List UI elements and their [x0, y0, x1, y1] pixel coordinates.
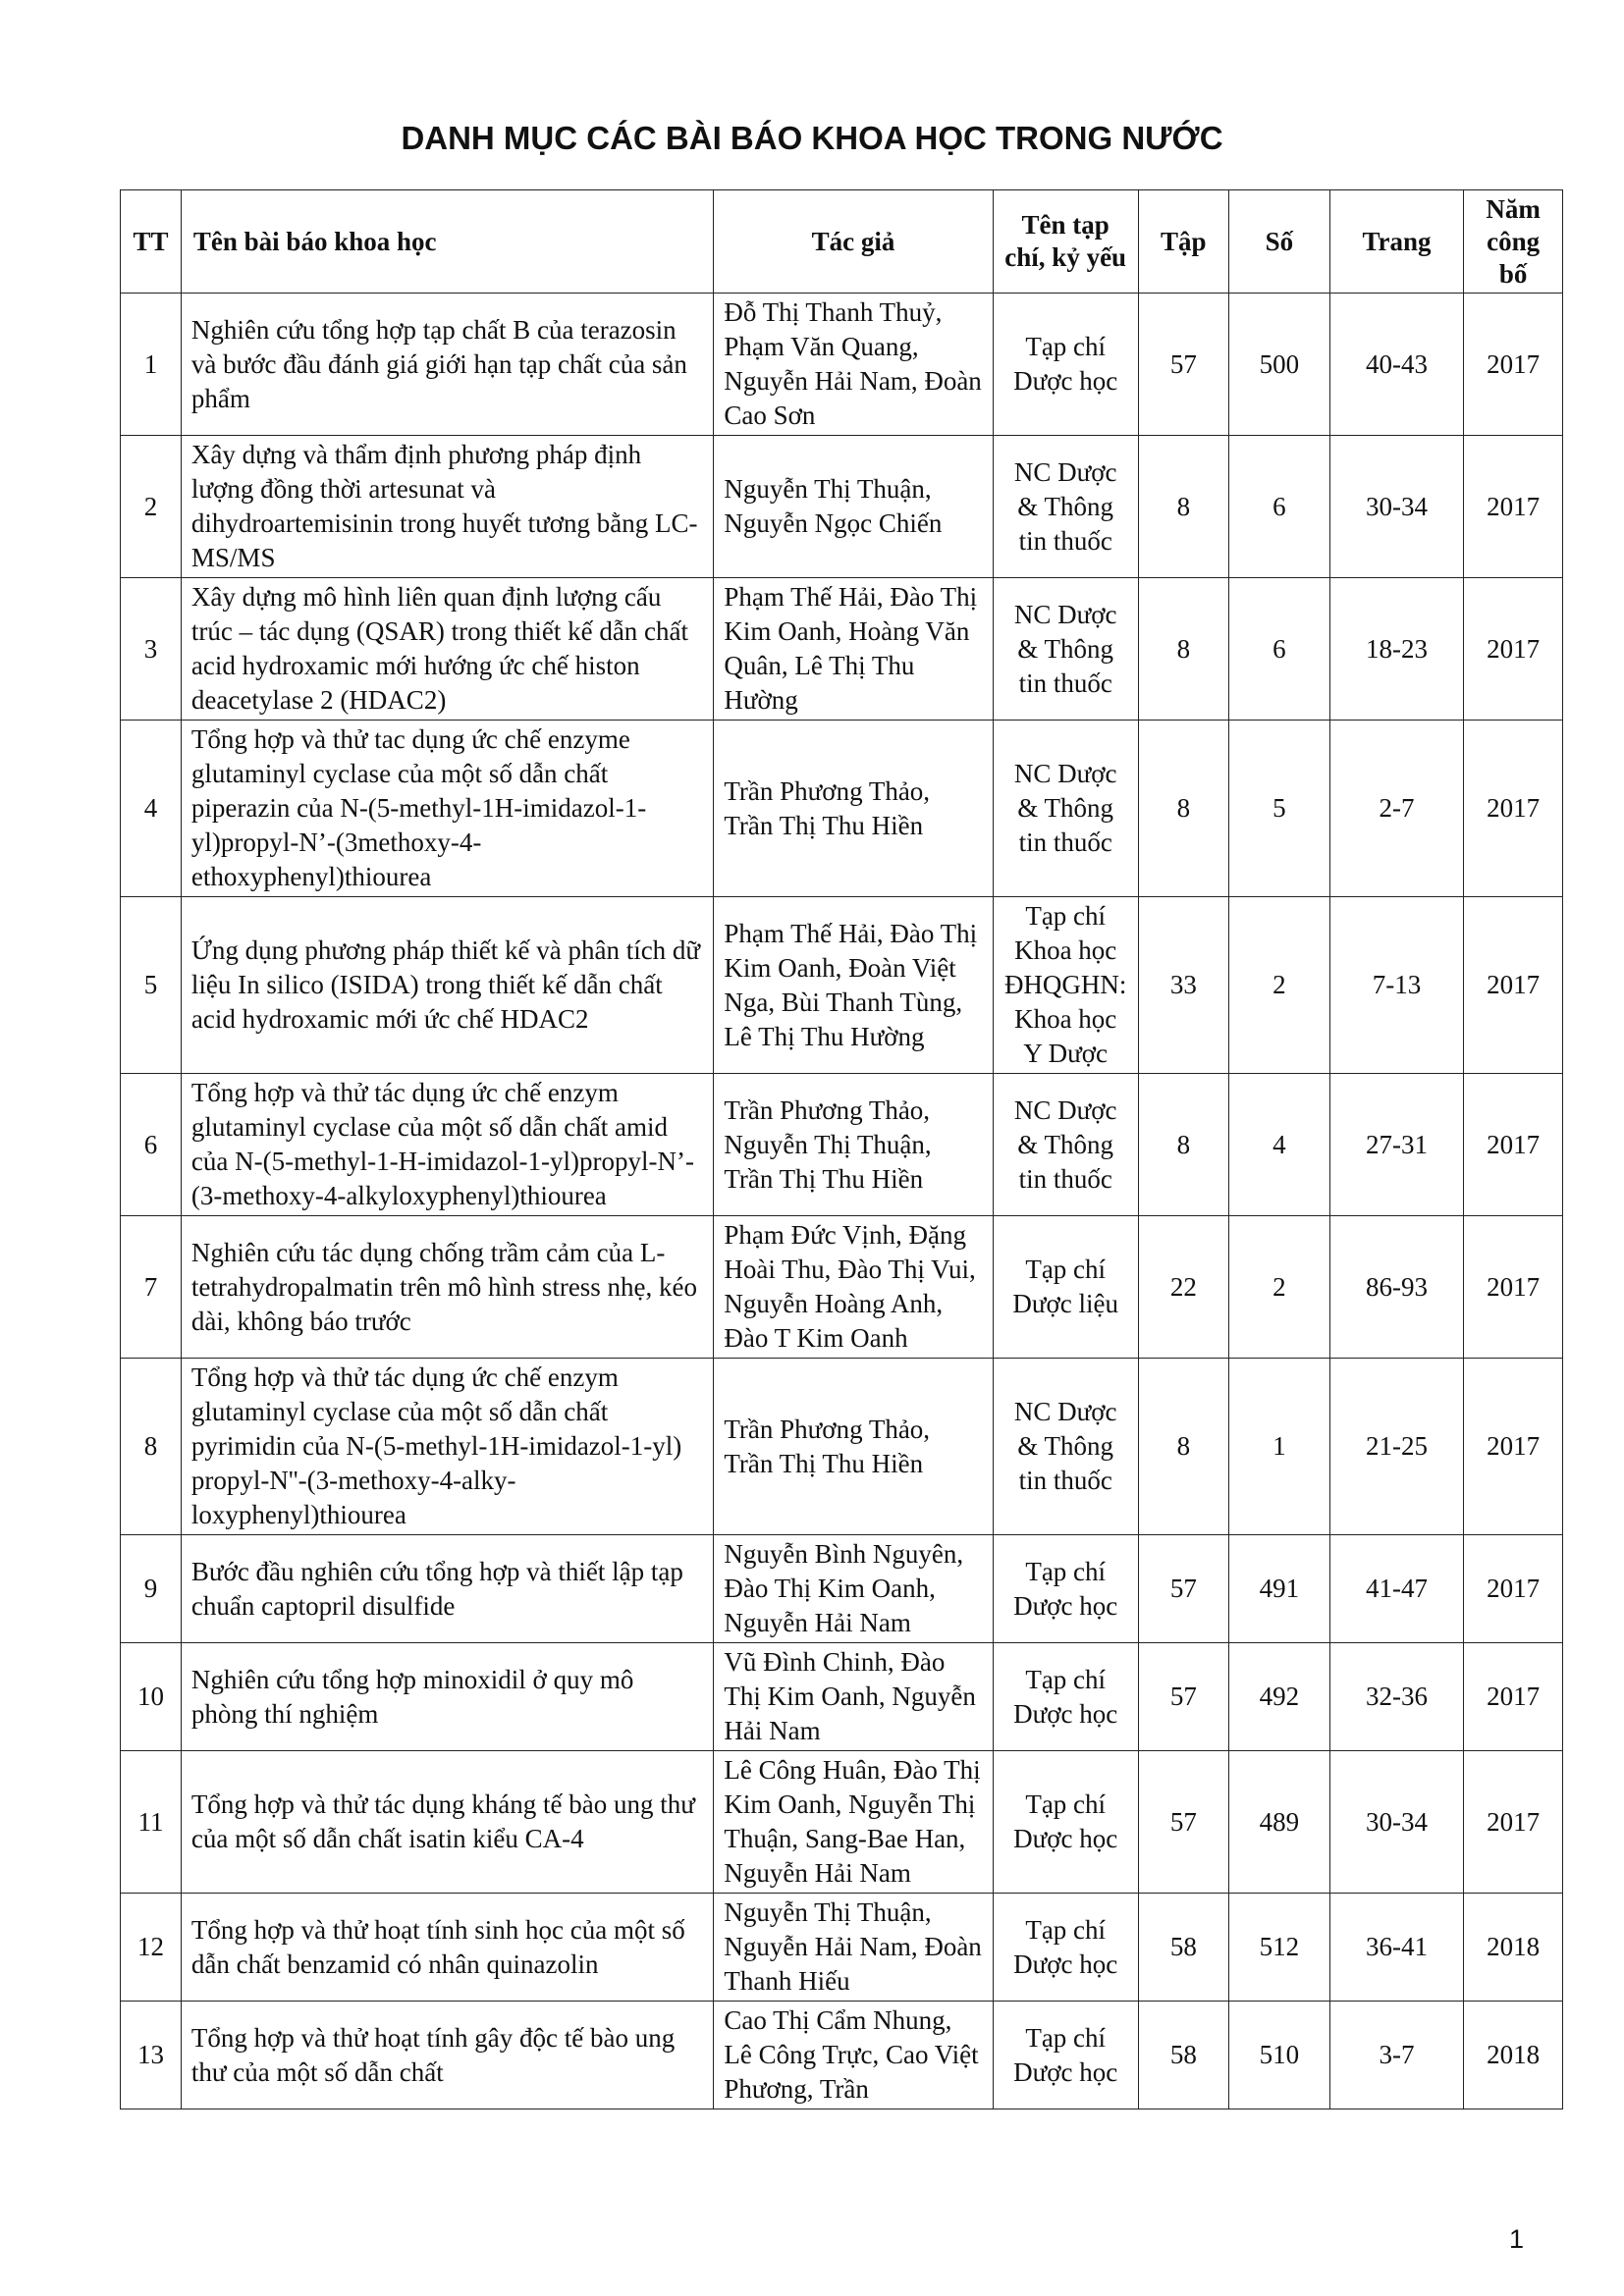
cell-authors: Phạm Thế Hải, Đào Thị Kim Oanh, Hoàng Văn Quân, Lê Thị Thu Hường [714, 578, 993, 721]
table-row [121, 1359, 1563, 1535]
cell-issue: 491 [1228, 1535, 1329, 1643]
cell-authors: Nguyễn Bình Nguyên, Đào Thị Kim Oanh, Nguyễn Hải Nam [714, 1535, 993, 1643]
cell-journal: Tạp chí Dược liệu [993, 1216, 1138, 1359]
cell-authors: Nguyễn Thị Thuận, Nguyễn Ngọc Chiến [714, 436, 993, 578]
cell-issue: 2 [1228, 897, 1329, 1074]
cell-issue: 6 [1228, 578, 1329, 721]
cell-issue: 4 [1228, 1074, 1329, 1216]
cell-authors: Trần Phương Thảo, Trần Thị Thu Hiền [714, 1359, 993, 1535]
table-row [121, 1894, 1563, 2002]
cell-issue: 500 [1228, 294, 1329, 436]
table-header-row [121, 190, 1563, 294]
cell-volume: 57 [1138, 1535, 1228, 1643]
cell-title: Tổng hợp và thử hoạt tính sinh học của một số dẫn chất benzamid có nhân quinazolin [181, 1894, 713, 2002]
table-row [121, 1535, 1563, 1643]
cell-tt: 1 [121, 294, 182, 436]
cell-volume: 57 [1138, 1643, 1228, 1751]
cell-pages: 27-31 [1329, 1074, 1463, 1216]
cell-volume: 8 [1138, 578, 1228, 721]
cell-year: 2017 [1464, 721, 1563, 897]
cell-year: 2017 [1464, 897, 1563, 1074]
cell-year: 2018 [1464, 2002, 1563, 2109]
cell-journal: NC Dược & Thông tin thuốc [993, 578, 1138, 721]
cell-issue: 492 [1228, 1643, 1329, 1751]
table-row [121, 1643, 1563, 1751]
publications-table [120, 189, 1563, 2109]
cell-title: Nghiên cứu tổng hợp tạp chất B của terazosin và bước đầu đánh giá giới hạn tạp chất của sản phẩm [181, 294, 713, 436]
cell-issue: 489 [1228, 1751, 1329, 1894]
cell-year: 2017 [1464, 436, 1563, 578]
table-row [121, 2002, 1563, 2109]
cell-pages: 30-34 [1329, 436, 1463, 578]
cell-tt: 4 [121, 721, 182, 897]
table-row [121, 1216, 1563, 1359]
cell-title: Bước đầu nghiên cứu tổng hợp và thiết lập tạp chuẩn captopril disulfide [181, 1535, 713, 1643]
cell-pages: 18-23 [1329, 578, 1463, 721]
cell-title: Tổng hợp và thử tác dụng kháng tế bào ung thư của một số dẫn chất isatin kiểu CA-4 [181, 1751, 713, 1894]
cell-tt: 8 [121, 1359, 182, 1535]
cell-authors: Phạm Thế Hải, Đào Thị Kim Oanh, Đoàn Việt Nga, Bùi Thanh Tùng, Lê Thị Thu Hường [714, 897, 993, 1074]
page-number: 1 [1508, 2224, 1524, 2254]
cell-authors: Lê Công Huân, Đào Thị Kim Oanh, Nguyễn Thị Thuận, Sang-Bae Han, Nguyễn Hải Nam [714, 1751, 993, 1894]
header-journal: Tên tạp chí, kỷ yếu [993, 190, 1138, 294]
cell-year: 2017 [1464, 294, 1563, 436]
cell-tt: 10 [121, 1643, 182, 1751]
cell-journal: Tạp chí Dược học [993, 1643, 1138, 1751]
cell-journal: NC Dược & Thông tin thuốc [993, 1074, 1138, 1216]
cell-title: Xây dựng mô hình liên quan định lượng cấu trúc – tác dụng (QSAR) trong thiết kế dẫn chất acid hydroxamic mới hướng ức chế histon deacetylase 2 (HDAC2) [181, 578, 713, 721]
cell-pages: 86-93 [1329, 1216, 1463, 1359]
cell-title: Tổng hợp và thử hoạt tính gây độc tế bào ung thư của một số dẫn chất [181, 2002, 713, 2109]
cell-journal: Tạp chí Dược học [993, 1535, 1138, 1643]
cell-journal: Tạp chí Dược học [993, 294, 1138, 436]
page-title: DANH MỤC CÁC BÀI BÁO KHOA HỌC TRONG NƯỚC [401, 120, 1223, 156]
cell-tt: 7 [121, 1216, 182, 1359]
cell-journal: Tạp chí Dược học [993, 1751, 1138, 1894]
cell-journal: Tạp chí Khoa học ĐHQGHN: Khoa học Y Dược [993, 897, 1138, 1074]
cell-journal: Tạp chí Dược học [993, 1894, 1138, 2002]
cell-authors: Trần Phương Thảo, Nguyễn Thị Thuận, Trần Thị Thu Hiền [714, 1074, 993, 1216]
cell-year: 2018 [1464, 1894, 1563, 2002]
cell-issue: 2 [1228, 1216, 1329, 1359]
cell-authors: Vũ Đình Chinh, Đào Thị Kim Oanh, Nguyễn Hải Nam [714, 1643, 993, 1751]
cell-journal: NC Dược & Thông tin thuốc [993, 1359, 1138, 1535]
cell-pages: 30-34 [1329, 1751, 1463, 1894]
cell-title: Nghiên cứu tác dụng chống trầm cảm của L-tetrahydropalmatin trên mô hình stress nhẹ, kéo dài, không báo trước [181, 1216, 713, 1359]
cell-volume: 8 [1138, 721, 1228, 897]
cell-volume: 33 [1138, 897, 1228, 1074]
cell-tt: 11 [121, 1751, 182, 1894]
cell-year: 2017 [1464, 1535, 1563, 1643]
table-row [121, 1074, 1563, 1216]
cell-authors: Trần Phương Thảo, Trần Thị Thu Hiền [714, 721, 993, 897]
cell-pages: 21-25 [1329, 1359, 1463, 1535]
cell-journal: NC Dược & Thông tin thuốc [993, 721, 1138, 897]
cell-pages: 41-47 [1329, 1535, 1463, 1643]
cell-title: Ứng dụng phương pháp thiết kế và phân tích dữ liệu In silico (ISIDA) trong thiết kế dẫn chất acid hydroxamic mới ức chế HDAC2 [181, 897, 713, 1074]
cell-year: 2017 [1464, 1359, 1563, 1535]
cell-volume: 57 [1138, 1751, 1228, 1894]
cell-year: 2017 [1464, 1216, 1563, 1359]
table-row [121, 436, 1563, 578]
table-row [121, 897, 1563, 1074]
cell-pages: 7-13 [1329, 897, 1463, 1074]
cell-journal: NC Dược & Thông tin thuốc [993, 436, 1138, 578]
cell-title: Tổng hợp và thử tác dụng ức chế enzym glutaminyl cyclase của một số dẫn chất pyrimidin của N-(5-methyl-1H-imidazol-1-yl) propyl-N''-(3-methoxy-4-alky-loxyphenyl)thiourea [181, 1359, 713, 1535]
header-authors: Tác giả [714, 190, 993, 294]
cell-pages: 3-7 [1329, 2002, 1463, 2109]
header-title: Tên bài báo khoa học [181, 190, 713, 294]
cell-issue: 1 [1228, 1359, 1329, 1535]
cell-tt: 12 [121, 1894, 182, 2002]
cell-tt: 13 [121, 2002, 182, 2109]
cell-volume: 8 [1138, 1359, 1228, 1535]
cell-year: 2017 [1464, 1074, 1563, 1216]
cell-tt: 9 [121, 1535, 182, 1643]
cell-pages: 40-43 [1329, 294, 1463, 436]
cell-pages: 32-36 [1329, 1643, 1463, 1751]
cell-issue: 510 [1228, 2002, 1329, 2109]
cell-pages: 36-41 [1329, 1894, 1463, 2002]
cell-volume: 8 [1138, 1074, 1228, 1216]
cell-pages: 2-7 [1329, 721, 1463, 897]
cell-tt: 6 [121, 1074, 182, 1216]
cell-volume: 58 [1138, 2002, 1228, 2109]
cell-tt: 5 [121, 897, 182, 1074]
cell-authors: Nguyễn Thị Thuận, Nguyễn Hải Nam, Đoàn Thanh Hiếu [714, 1894, 993, 2002]
cell-volume: 57 [1138, 294, 1228, 436]
cell-title: Nghiên cứu tổng hợp minoxidil ở quy mô phòng thí nghiệm [181, 1643, 713, 1751]
cell-title: Xây dựng và thẩm định phương pháp định lượng đồng thời artesunat và dihydroartemisinin trong huyết tương bằng LC-MS/MS [181, 436, 713, 578]
cell-issue: 5 [1228, 721, 1329, 897]
header-year: Năm công bố [1464, 190, 1563, 294]
cell-volume: 8 [1138, 436, 1228, 578]
cell-title: Tổng hợp và thử tác dụng ức chế enzym glutaminyl cyclase của một số dẫn chất amid của N-(5-methyl-1-H-imidazol-1-yl)propyl-N’-(3-methoxy-4-alkyloxyphenyl)thiourea [181, 1074, 713, 1216]
table-row [121, 1751, 1563, 1894]
cell-authors: Đỗ Thị Thanh Thuỷ, Phạm Văn Quang, Nguyễn Hải Nam, Đoàn Cao Sơn [714, 294, 993, 436]
table-row [121, 721, 1563, 897]
cell-year: 2017 [1464, 1751, 1563, 1894]
cell-tt: 2 [121, 436, 182, 578]
cell-title: Tổng hợp và thử tac dụng ức chế enzyme glutaminyl cyclase của một số dẫn chất piperazin của N-(5-methyl-1H-imidazol-1-yl)propyl-N’-(3methoxy-4-ethoxyphenyl)thiourea [181, 721, 713, 897]
table-row [121, 294, 1563, 436]
cell-journal: Tạp chí Dược học [993, 2002, 1138, 2109]
cell-volume: 22 [1138, 1216, 1228, 1359]
header-pages: Trang [1329, 190, 1463, 294]
cell-year: 2017 [1464, 578, 1563, 721]
cell-issue: 512 [1228, 1894, 1329, 2002]
cell-tt: 3 [121, 578, 182, 721]
table-row [121, 578, 1563, 721]
cell-volume: 58 [1138, 1894, 1228, 2002]
cell-year: 2017 [1464, 1643, 1563, 1751]
cell-issue: 6 [1228, 436, 1329, 578]
header-tt: TT [121, 190, 182, 294]
cell-authors: Phạm Đức Vịnh, Đặng Hoài Thu, Đào Thị Vui, Nguyễn Hoàng Anh, Đào T Kim Oanh [714, 1216, 993, 1359]
header-issue: Số [1228, 190, 1329, 294]
header-volume: Tập [1138, 190, 1228, 294]
cell-authors: Cao Thị Cẩm Nhung, Lê Công Trực, Cao Việt Phương, Trần [714, 2002, 993, 2109]
